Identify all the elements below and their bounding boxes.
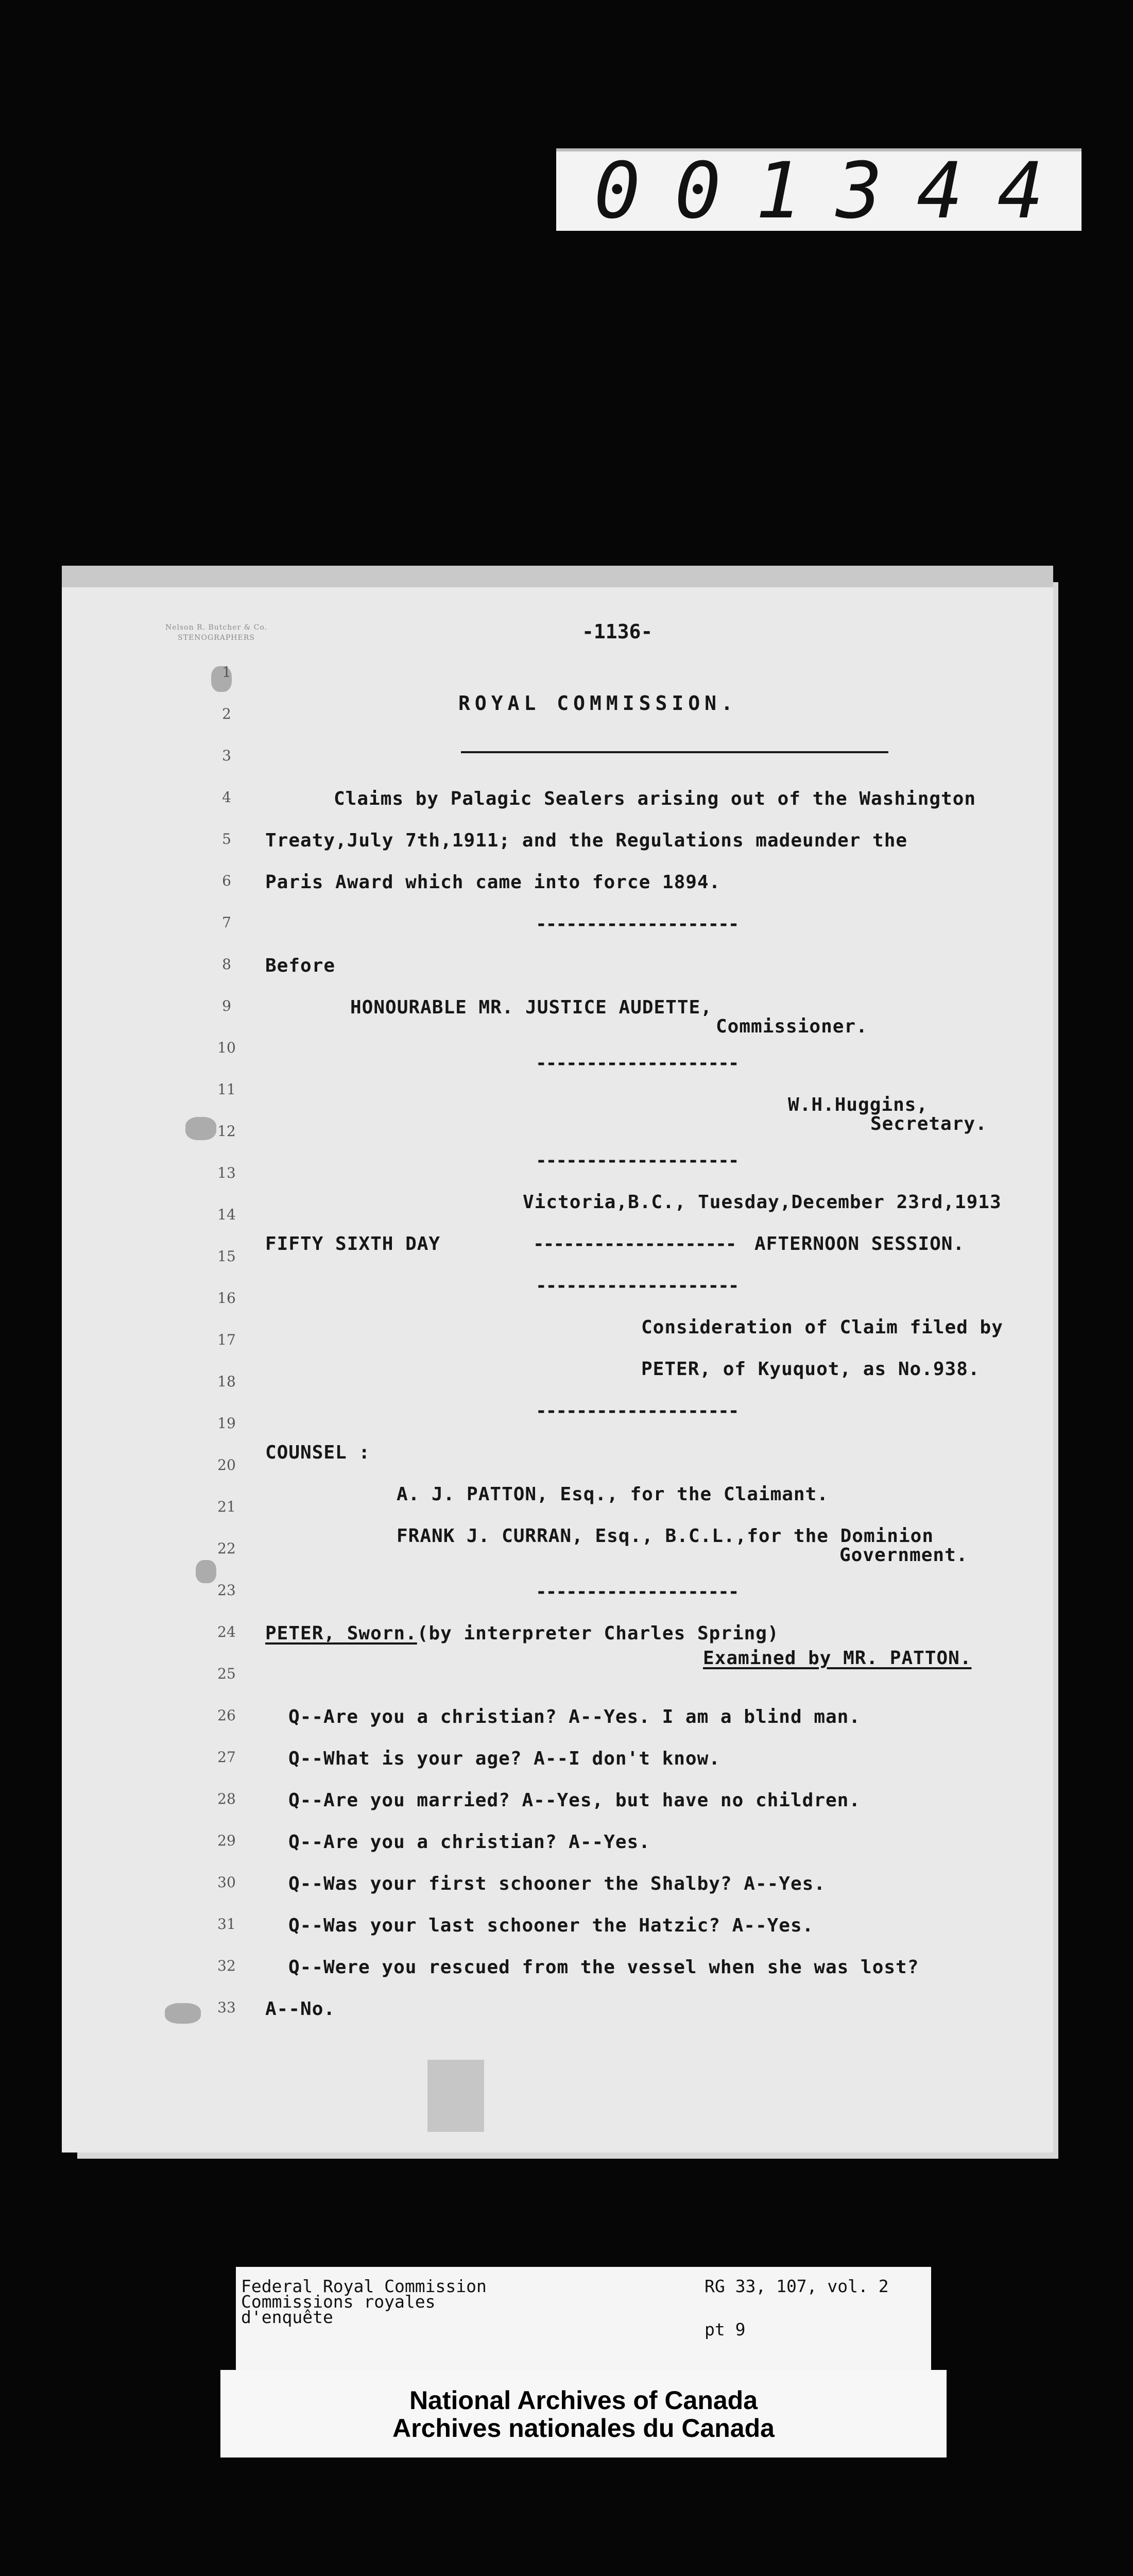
line-number: 9: [222, 997, 231, 1014]
line-number: 31: [217, 1916, 236, 1933]
line-number: 7: [222, 914, 231, 931]
line-number: 24: [217, 1623, 236, 1640]
transcript-page: [62, 566, 1053, 2153]
testimony-line: Q--Was your first schooner the Shalby? A--Yes.: [288, 1873, 826, 1894]
frame-digit: 3: [836, 146, 883, 236]
line-number: 11: [217, 1081, 236, 1098]
secretary-title: Secretary.: [870, 1113, 987, 1134]
testimony-line: Q--Are you a christian? A--Yes. I am a blind man.: [288, 1706, 861, 1727]
line-number: 3: [222, 747, 231, 764]
line-number: 17: [217, 1331, 236, 1348]
frame-digit: 4: [916, 146, 964, 236]
punch-hole-mark: [165, 2003, 201, 2024]
archives-french: Archives nationales du Canada: [392, 2414, 775, 2443]
separator: --------------------: [536, 1150, 739, 1171]
stenographer-letterhead: [139, 622, 294, 643]
line-number: 29: [217, 1832, 236, 1849]
counsel-label: COUNSEL :: [265, 1442, 371, 1463]
line-number: 27: [217, 1749, 236, 1766]
line-number: 5: [222, 831, 231, 848]
frame-number-strip: [556, 146, 1082, 236]
witness-interpreter: (by interpreter Charles Spring): [417, 1623, 779, 1644]
separator: --------------------: [533, 1233, 736, 1255]
before-label: Before: [265, 955, 336, 976]
examined-by: Examined by MR. PATTON.: [703, 1648, 972, 1669]
separator: --------------------: [536, 1581, 739, 1602]
line-number: 22: [217, 1540, 236, 1557]
session-place-date: Victoria,B.C., Tuesday,December 23rd,1913: [523, 1192, 1002, 1213]
claim-line-1: Consideration of Claim filed by: [641, 1317, 1003, 1338]
line-number: 13: [217, 1164, 236, 1181]
separator: --------------------: [536, 1400, 739, 1421]
punch-hole-mark: [196, 1560, 216, 1583]
letterhead-line: Nelson R. Butcher & Co.: [165, 623, 267, 632]
line-number: 12: [217, 1123, 236, 1140]
witness-name: PETER, Sworn.: [265, 1623, 417, 1644]
line-number: 6: [222, 872, 231, 889]
frame-digit: 0: [674, 146, 722, 236]
line-number: 14: [217, 1206, 236, 1223]
separator: --------------------: [536, 1275, 739, 1296]
page-number: -1136-: [582, 620, 653, 643]
judge-name: HONOURABLE MR. JUSTICE AUDETTE,: [350, 997, 712, 1018]
line-number: 8: [222, 956, 231, 973]
line-number: 21: [217, 1498, 236, 1515]
line-number: 30: [217, 1874, 236, 1891]
heading-rule: [461, 751, 888, 753]
claims-line-2: Treaty,July 7th,1911; and the Regulations madeunder the: [265, 830, 908, 851]
testimony-line: Q--Were you rescued from the vessel when she was lost?: [288, 1957, 919, 1978]
frame-digit: 1: [755, 146, 802, 236]
line-number: 20: [217, 1456, 236, 1473]
judge-title: Commissioner.: [716, 1016, 868, 1037]
witness-line: [265, 1623, 779, 1644]
frame-digit: 4: [997, 146, 1044, 236]
ref-card-line: Federal Royal Commission: [241, 2276, 487, 2296]
line-number: 28: [217, 1790, 236, 1807]
archives-english: National Archives of Canada: [409, 2386, 758, 2415]
session-day: FIFTY SIXTH DAY: [265, 1233, 441, 1255]
frame-digit: 0: [594, 146, 641, 236]
ref-card-line: Commissions royales: [241, 2292, 436, 2312]
counsel-dominion-cont: Government.: [839, 1545, 968, 1566]
counsel-claimant: A. J. PATTON, Esq., for the Claimant.: [397, 1484, 829, 1505]
ref-card-line: d'enquête: [241, 2307, 333, 2327]
testimony-line: Q--Are you married? A--Yes, but have no children.: [288, 1790, 861, 1811]
archives-card: [220, 2370, 947, 2458]
separator: --------------------: [536, 913, 739, 935]
testimony-line: Q--What is your age? A--I don't know.: [288, 1748, 720, 1769]
line-number: 1: [222, 664, 231, 681]
line-number: 25: [217, 1665, 236, 1682]
line-number: 18: [217, 1373, 236, 1390]
testimony-line: A--No.: [265, 1998, 336, 2020]
claims-line-3: Paris Award which came into force 1894.: [265, 872, 721, 893]
line-number: 4: [222, 789, 231, 806]
line-number: 10: [217, 1039, 236, 1056]
ref-card-reference: RG 33, 107, vol. 2: [705, 2276, 889, 2296]
line-number: 19: [217, 1415, 236, 1432]
line-number: 26: [217, 1707, 236, 1724]
counsel-dominion: FRANK J. CURRAN, Esq., B.C.L.,for the Dominion: [397, 1526, 934, 1547]
line-number: 32: [217, 1957, 236, 1974]
separator: --------------------: [536, 1053, 739, 1074]
line-number: 16: [217, 1290, 236, 1307]
line-number: 2: [222, 705, 231, 722]
secretary-name: W.H.Huggins,: [788, 1094, 929, 1115]
testimony-line: Q--Was your last schooner the Hatzic? A--Yes.: [288, 1915, 814, 1936]
commission-heading: ROYAL COMMISSION.: [458, 692, 737, 715]
letterhead-line: STENOGRAPHERS: [178, 634, 255, 642]
reference-card: [236, 2267, 931, 2370]
line-number: 33: [217, 1999, 236, 2016]
page-smudge: [427, 2060, 484, 2132]
testimony-line: Q--Are you a christian? A--Yes.: [288, 1832, 650, 1853]
page-top-shadow: [62, 566, 1053, 587]
ref-card-part: pt 9: [705, 2319, 746, 2340]
session-label: AFTERNOON SESSION.: [754, 1233, 965, 1255]
line-number: 23: [217, 1582, 236, 1599]
claims-line-1: Claims by Palagic Sealers arising out of the Washington: [334, 788, 976, 809]
claim-line-2: PETER, of Kyuquot, as No.938.: [641, 1359, 980, 1380]
line-number: 15: [217, 1248, 236, 1265]
